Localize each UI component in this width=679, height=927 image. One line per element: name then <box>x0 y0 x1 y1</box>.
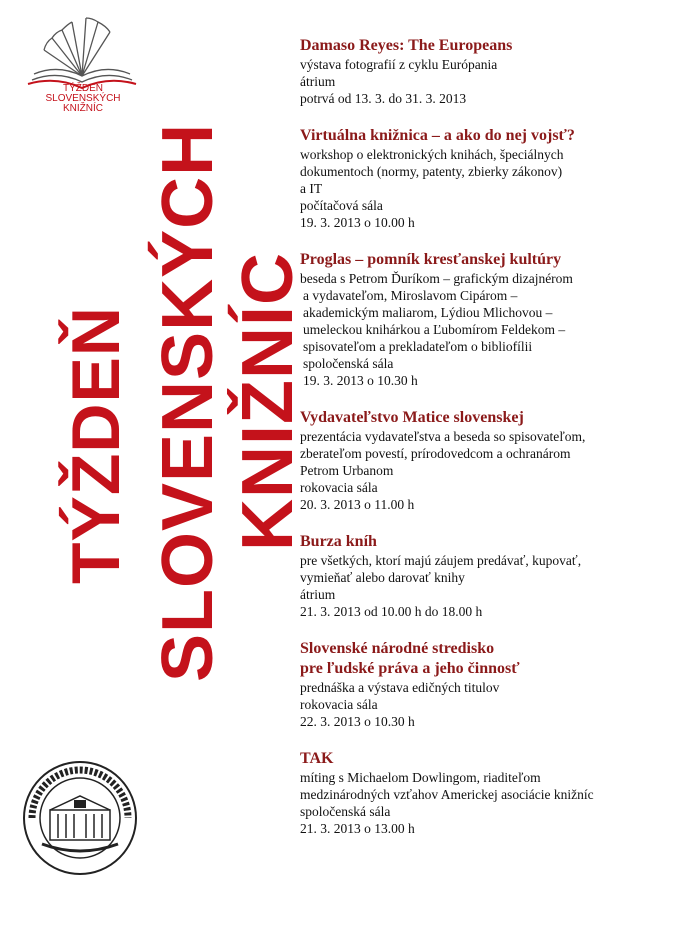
event-title: Burza kníh <box>300 533 377 550</box>
event-title: Virtuálna knižnica – a ako do nej vojsť? <box>300 127 575 144</box>
event-venue: spoločenská sála <box>303 356 394 371</box>
event-description: spisovateľom a prekladateľom o bibliofílii <box>303 339 533 354</box>
event-title: Damaso Reyes: The Europeans <box>300 37 513 54</box>
event-title: TAK <box>300 750 334 767</box>
event-date: 19. 3. 2013 o 10.00 h <box>300 215 415 230</box>
event-description: workshop o elektronických knihách, špeciálnych <box>300 147 564 162</box>
event-description: prezentácia vydavateľstva a beseda so spisovateľom, <box>300 429 586 444</box>
event-description: zberateľom povestí, prírodovedcom a ochranárom <box>300 446 571 461</box>
event-date: 19. 3. 2013 o 10.30 h <box>303 373 418 388</box>
event-title: Slovenské národné stredisko <box>300 640 495 657</box>
event-description: Petrom Urbanom <box>300 463 394 478</box>
event-title: Vydavateľstvo Matice slovenskej <box>300 409 524 426</box>
event-date: 20. 3. 2013 o 11.00 h <box>300 497 415 512</box>
event-description: vymieňať alebo darovať knihy <box>300 570 465 585</box>
event-description: a IT <box>300 181 323 196</box>
event-venue: spoločenská sála <box>300 804 391 819</box>
event-description: beseda s Petrom Ďuríkom – grafickým dizajnérom <box>300 271 573 286</box>
seal-emblem-icon <box>20 758 140 878</box>
logo-caption-line1: TÝŽDEŇ SLOVENSKÝCH <box>45 83 121 104</box>
open-book-icon <box>22 10 142 90</box>
event-description: umeleckou knihárkou a Ľubomírom Feldekom – <box>303 322 566 337</box>
event-venue: átrium <box>300 587 336 602</box>
event-date: 21. 3. 2013 o 13.00 h <box>300 821 415 836</box>
event-date: 21. 3. 2013 od 10.00 h do 18.00 h <box>300 604 483 619</box>
logo-caption-line2: KNIŽNÍC <box>63 103 103 114</box>
event-date: potrvá od 13. 3. do 31. 3. 2013 <box>300 91 467 106</box>
event-item <box>300 36 670 107</box>
event-description: a vydavateľom, Miroslavom Cipárom – <box>303 288 518 303</box>
event-item <box>300 408 670 513</box>
logo-caption <box>28 84 138 114</box>
event-item <box>300 749 670 837</box>
event-description: pre všetkých, ktorí majú záujem predávať, kupovať, <box>300 553 582 568</box>
event-item <box>300 250 670 389</box>
event-description: dokumentoch (normy, patenty, zbierky zákonov) <box>300 164 563 179</box>
event-venue: rokovacia sála <box>300 697 378 712</box>
event-item <box>300 639 670 730</box>
title-line1: TÝŽDEŇ <box>58 306 134 584</box>
title-line2: SLOVENSKÝCH KNIŽNÍC <box>148 122 308 682</box>
event-title: Proglas – pomník kresťanskej kultúry <box>300 251 562 268</box>
event-title: pre ľudské práva a jeho činnosť <box>300 660 520 677</box>
event-description: míting s Michaelom Dowlingom, riaditeľom <box>300 770 541 785</box>
event-description: medzinárodných vzťahov Americkej asociácie knižníc <box>300 787 594 802</box>
event-venue: átrium <box>300 74 336 89</box>
library-seal <box>20 758 140 878</box>
event-item <box>300 126 670 231</box>
event-date: 22. 3. 2013 o 10.30 h <box>300 714 415 729</box>
event-description: výstava fotografií z cyklu Európania <box>300 57 498 72</box>
event-venue: rokovacia sála <box>300 480 378 495</box>
event-list <box>300 36 670 856</box>
event-description: prednáška a výstava edičných titulov <box>300 680 500 695</box>
event-description: akademickým maliarom, Lýdiou Mlichovou – <box>303 305 553 320</box>
event-item <box>300 532 670 620</box>
event-venue: počítačová sála <box>300 198 383 213</box>
